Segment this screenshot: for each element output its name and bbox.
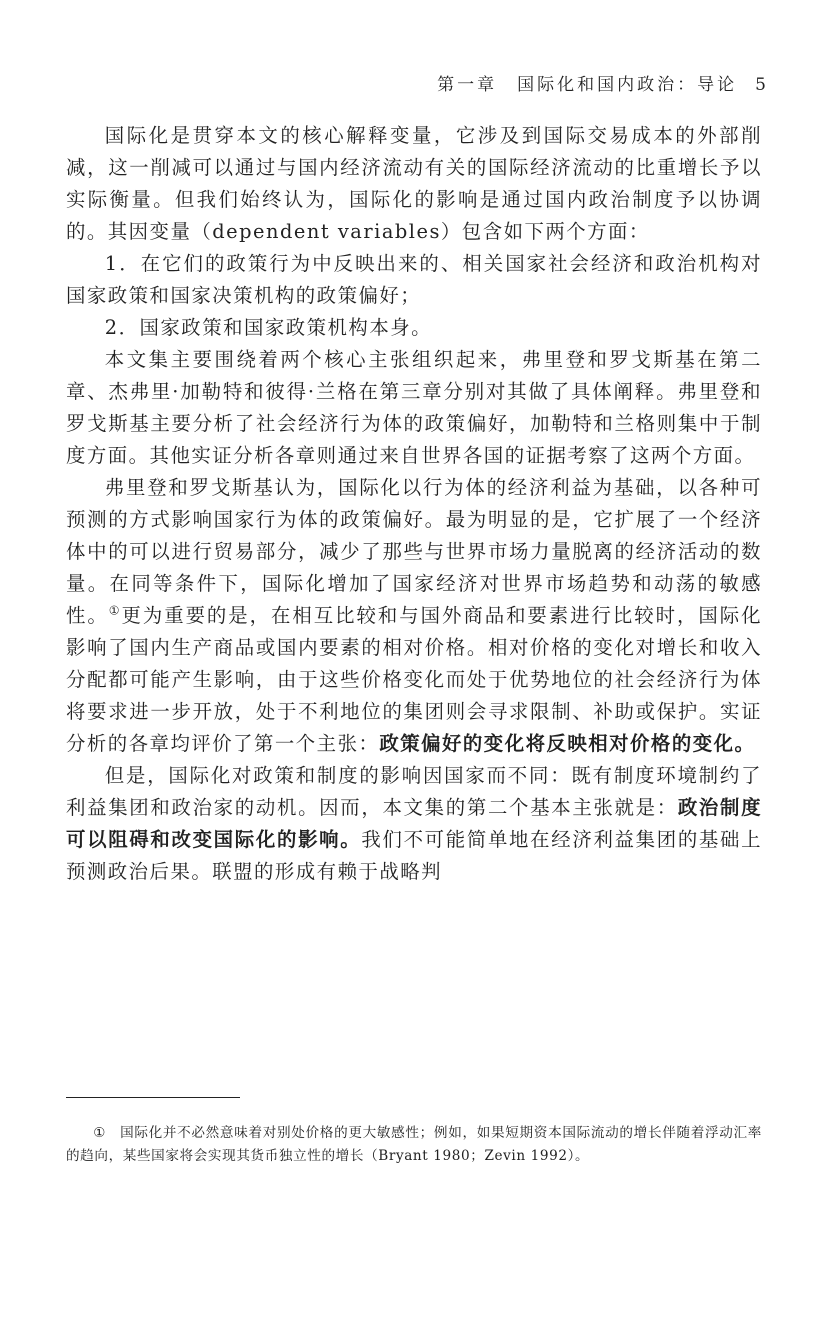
paragraph-3 (66, 472, 762, 760)
footnote (66, 1122, 762, 1168)
page-number: 5 (755, 75, 766, 95)
paragraph-4-text-b: 我们不可能简单地在经济利益集团的基础上预测政治后果。联盟的形成有赖于战略判 (66, 828, 763, 883)
running-header (437, 70, 766, 95)
footnote-text: 国际化并不必然意味着对别处价格的更大敏感性；例如，如果短期资本国际流动的增长伴随着浮动汇率的趋向，某些国家将会实现其货币独立性的增长（Bryant 1980；Zevin 1992）。 (66, 1125, 763, 1164)
second-claim-emphasis: 政治制度可以阻碍和改变国际化的影响。 (66, 796, 763, 851)
footnote-mark: ① (93, 1125, 107, 1141)
paragraph-4 (66, 760, 762, 888)
footnote-reference[interactable]: ① (108, 603, 122, 618)
paragraph-1: 国际化是贯穿本文的核心解释变量，它涉及到国际交易成本的外部削减，这一削减可以通过与国内经济流动有关的国际经济流动的比重增长予以实际衡量。但我们始终认为，国际化的影响是通过国内政治制度予以协调的。其因变量（dependent variables）包含如下两个方面： (66, 124, 762, 243)
chapter-title: 第一章 国际化和国内政治：导论 (437, 75, 738, 95)
paragraph-2: 本文集主要围绕着两个核心主张组织起来，弗里登和罗戈斯基在第二章、杰弗里·加勒特和彼得·兰格在第三章分别对其做了具体阐释。弗里登和罗戈斯基主要分析了社会经济行为体的政策偏好，加勒特和兰格则集中于制度方面。其他实证分析各章则通过来自世界各国的证据考察了这两个方面。 (66, 348, 762, 467)
first-claim-emphasis: 政策偏好的变化将反映相对价格的变化。 (379, 732, 756, 755)
paragraph-4-text-a: 但是，国际化对政策和制度的影响因国家而不同：既有制度环境制约了利益集团和政治家的动机。因而，本文集的第二个基本主张就是： (66, 764, 762, 819)
paragraph-3-text-b: 更为重要的是，在相互比较和与国外商品和要素进行比较时，国际化影响了国内生产商品或国内要素的相对价格。相对价格的变化对增长和收入分配都可能产生影响，由于这些价格变化而处于优势地位的社会经济行为体将要求进一步开放，处于不利地位的集团则会寻求限制、补助或保护。实证分析的各章均评价了第一个主张： (66, 604, 762, 755)
footnote-divider (66, 1097, 240, 1098)
paragraph-3-text-a: 弗里登和罗戈斯基认为，国际化以行为体的经济利益为基础，以各种可预测的方式影响国家行为体的政策偏好。最为明显的是，它扩展了一个经济体中的可以进行贸易部分，减少了那些与世界市场力量脱离的经济活动的数量。在同等条件下，国际化增加了国家经济对世界市场趋势和动荡的敏感性。 (66, 476, 762, 627)
body-text (66, 120, 762, 888)
list-item-2: 2．国家政策和国家政策机构本身。 (104, 316, 432, 339)
list-item-1: 1．在它们的政策行为中反映出来的、相关国家社会经济和政治机构对国家政策和国家决策机构的政策偏好； (66, 252, 762, 307)
